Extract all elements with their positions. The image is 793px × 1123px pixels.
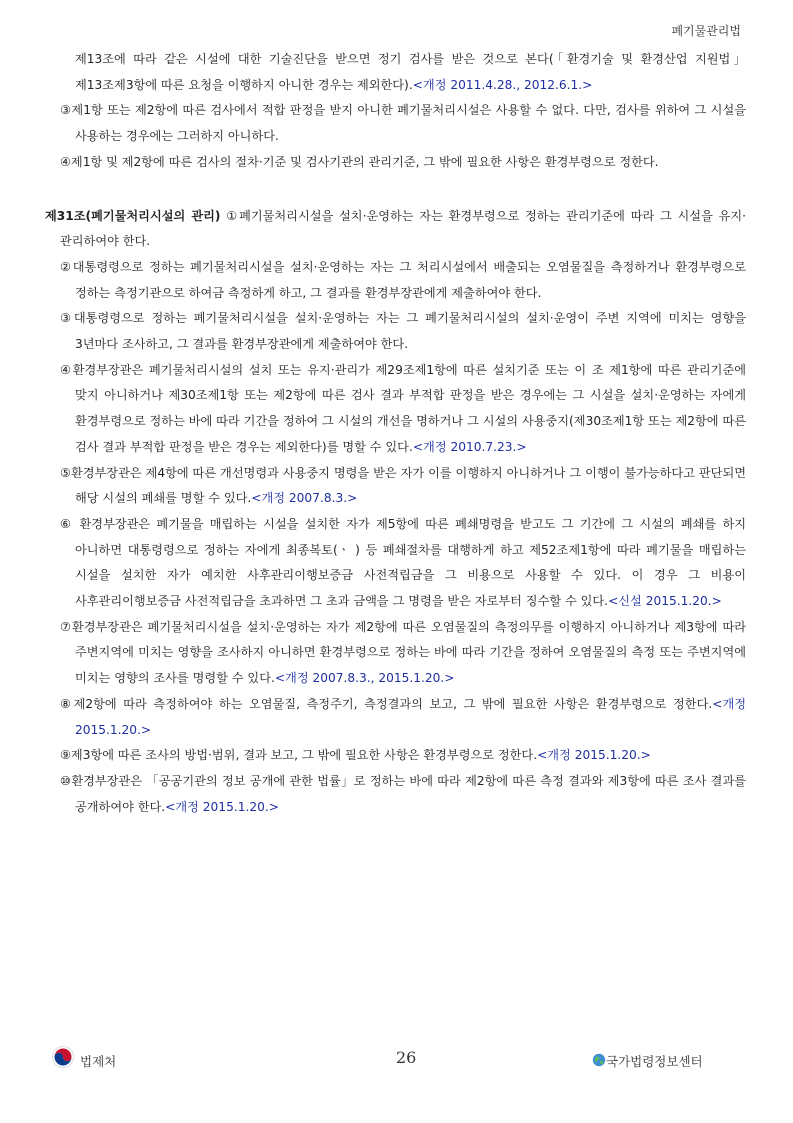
amendment-note: <개정 2015.1.20.>	[537, 748, 651, 763]
article-title: 제31조(폐기물처리시설의 관리)	[45, 208, 221, 223]
amendment-note: <개정 2007.8.3., 2015.1.20.>	[274, 671, 455, 686]
art31-para-5: ⑤환경부장관은 제4항에 따른 개선명령과 사용중지 명령을 받은 자가 이를 이행하지 아니하거나 그 이행이 불가능하다고 판단되면 해당 시설의 폐쇄를 명할 수 있다.<개정 2007.8.3.>	[60, 465, 746, 506]
amendment-note: <개정 2011.4.28., 2012.6.1.>	[412, 77, 593, 92]
art31-para-3: ③대통령령으로 정하는 폐기물처리시설을 설치·운영하는 자는 그 폐기물처리시설의 설치·운영이 주변 지역에 미치는 영향을 3년마다 조사하고, 그 결과를 환경부장관에게 제출하여야 한다.	[60, 311, 746, 352]
art31-para-9: ⑨제3항에 따른 조사의 방법·범위, 결과 보고, 그 밖에 필요한 사항은 환경부령으로 정한다.<개정 2015.1.20.>	[60, 748, 651, 763]
footer-source-label: 법제처	[80, 1054, 117, 1069]
art31-para-6: ⑥ 환경부장관은 폐기물을 매립하는 시설을 설치한 자가 제5항에 따른 폐쇄명령을 받고도 그 기간에 그 시설의 폐쇄를 하지 아니하면 대통령령으로 정하는 자에게 최종복토(ㆍ ) 등 폐쇄절차를 대행하게 하고 제52조제1항에 따라 폐기물을 매립하는 시설을 설치한 자가 예치한 사후관리이행보증금 사전적립금을 그 비용으로 사용할 수 있다. 이 경우 그 비용이 사후관리이행보증금 사전적립금을 초과하면 그 초과 금액을 그 명령을 받은 자로부터 징수할 수 있다.<신설 2015.1.20.>	[60, 516, 746, 609]
art30-para-4: ④제1항 및 제2항에 따른 검사의 절차·기준 및 검사기관의 관리기준, 그 밖에 필요한 사항은 환경부령으로 정한다.	[60, 154, 659, 169]
art30-para-3: ③제1항 또는 제2항에 따른 검사에서 적합 판정을 받지 아니한 폐기물처리시설은 사용할 수 없다. 다만, 검사를 위하여 그 시설을 사용하는 경우에는 그러하지 아니하다.	[60, 103, 746, 144]
page-number: 26	[396, 1048, 417, 1067]
footer-center-label: 국가법령정보센터	[606, 1054, 703, 1069]
art31-para-7: ⑦환경부장관은 폐기물처리시설을 설치·운영하는 자가 제2항에 따른 오염물질의 측정의무를 이행하지 아니하거나 제3항에 따라 주변지역에 미치는 영향을 조사하지 아니하면 환경부령으로 정하는 바에 따라 기간을 정하여 오염물질의 측정 또는 주변지역에 미치는 영향의 조사를 명령할 수 있다.<개정 2007.8.3., 2015.1.20.>	[60, 619, 746, 686]
art31-para-4: ④환경부장관은 폐기물처리시설의 설치 또는 유지·관리가 제29조제1항에 따른 설치기준 또는 이 조 제1항에 따른 관리기준에 맞지 아니하거나 제30조제1항 또는 제2항에 따른 검사 결과 부적합 판정을 받은 경우에는 그 시설을 설치·운영하는 자에게 환경부령으로 정하는 바에 따라 기간을 정하여 그 시설의 개선을 명하거나 그 시설의 사용중지(제30조제1항 또는 제2항에 따른 검사 결과 부적합 판정을 받은 경우는 제외한다)를 명할 수 있다.<개정 2010.7.23.>	[60, 362, 746, 454]
page-header: 폐기물관리법	[671, 24, 741, 38]
art31-para-10: ⑩환경부장관은 「공공기관의 정보 공개에 관한 법률」로 정하는 바에 따라 제2항에 따른 측정 결과와 제3항에 따른 조사 결과를 공개하여야 한다.<개정 2015.1.20.>	[60, 773, 746, 814]
document-body	[45, 47, 747, 820]
art31-para-1: 제31조(폐기물처리시설의 관리) ①폐기물처리시설을 설치·운영하는 자는 환경부령으로 정하는 관리기준에 따라 그 시설을 유지·관리하여야 한다.	[45, 208, 747, 249]
amendment-note: <개정 2010.7.23.>	[412, 439, 527, 454]
globe-logo-icon	[592, 1053, 606, 1067]
taegeuk-logo-icon	[52, 1046, 74, 1068]
amendment-note: <개정 2015.1.20.>	[75, 696, 746, 737]
art31-para-8: ⑧제2항에 따라 측정하여야 하는 오염물질, 측정주기, 측정결과의 보고, 그 밖에 필요한 사항은 환경부령으로 정한다.<개정 2015.1.20.>	[60, 696, 746, 737]
amendment-note: <개정 2007.8.3.>	[251, 491, 358, 506]
art30-para-continuation: 제13조에 따라 같은 시설에 대한 기술진단을 받으면 정기 검사를 받은 것으로 본다(「환경기술 및 환경산업 지원법」 제13조제3항에 따른 요청을 이행하지 아니한 경우는 제외한다).<개정 2011.4.28., 2012.6.1.>	[75, 52, 746, 92]
art31-para-2: ②대통령령으로 정하는 폐기물처리시설을 설치·운영하는 자는 그 처리시설에서 배출되는 오염물질을 측정하거나 환경부령으로 정하는 측정기관으로 하여금 측정하게 하고, 그 결과를 환경부장관에게 제출하여야 한다.	[60, 259, 746, 300]
amendment-note: <개정 2015.1.20.>	[165, 799, 279, 814]
amendment-note: <신설 2015.1.20.>	[608, 594, 722, 609]
